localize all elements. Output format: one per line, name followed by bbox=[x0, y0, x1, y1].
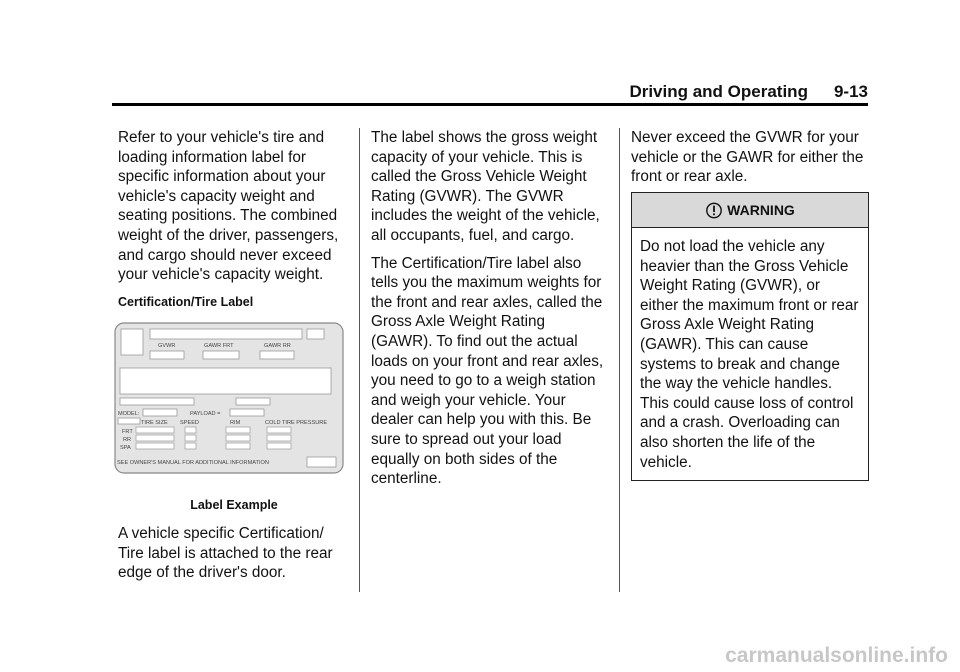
label-spa: SPA bbox=[120, 445, 131, 451]
label-speed: SPEED bbox=[180, 420, 199, 426]
warning-body: Do not load the vehicle any heavier than the Gross Vehicle Weight Rating (GVWR), or either the maximum front or rear Gross Axle Weight Rating (GAWR). This can cause systems to break and change the way the vehicle handles. This could cause loss of control and a crash. Overloading can also shorten the life of the vehicle. bbox=[640, 238, 859, 471]
warning-title: WARNING bbox=[727, 202, 795, 218]
gawr-paragraph: The Certification/Tire label also tells you the maximum weights for the front and rear axles, called the Gross Axle Weight Rating (GAWR). To find out the actual loads on your front and rear axles, you need to go to a weigh station and weigh your vehicle. Your dealer can help you with this. Be sure to spread out your load equally on both sides of the centerline. bbox=[371, 254, 604, 488]
intro-paragraph: Refer to your vehicle's tire and loading information label for specific information about your vehicle's capacity weight and seating positions. The combined weight of the driver, passengers, and cargo should never exceed your vehicle's capacity weight. bbox=[118, 129, 339, 284]
warning-box bbox=[631, 192, 869, 481]
label-model: MODEL: bbox=[118, 411, 140, 417]
label-location-paragraph: A vehicle specific Certification/ Tire label is attached to the rear edge of the driver's door. bbox=[118, 525, 333, 582]
never-exceed-paragraph: Never exceed the GVWR for your vehicle or the GAWR for either the front or rear axle. bbox=[631, 129, 864, 186]
warning-icon bbox=[705, 202, 723, 219]
label-illustration bbox=[114, 322, 344, 474]
warning-header bbox=[632, 193, 868, 228]
figure-caption: Label Example bbox=[190, 498, 278, 512]
label-payload: PAYLOAD = bbox=[190, 411, 221, 417]
header-text bbox=[629, 82, 868, 102]
column-divider-right bbox=[619, 128, 620, 592]
watermark: carmanualsonline.info bbox=[725, 644, 948, 667]
header-rule bbox=[112, 103, 868, 106]
column-1 bbox=[118, 128, 350, 312]
page-header bbox=[112, 78, 868, 106]
gvwr-paragraph: The label shows the gross weight capacity of your vehicle. This is called the Gross Vehicle Weight Rating (GVWR). The GVWR includes the weight of the vehicle, all occupants, fuel, and cargo. bbox=[371, 129, 600, 244]
column-2 bbox=[371, 128, 607, 497]
label-rim: RIM bbox=[230, 420, 241, 426]
column-3 bbox=[631, 128, 869, 195]
label-see-manual: SEE OWNER'S MANUAL FOR ADDITIONAL INFORMATION bbox=[117, 460, 269, 466]
label-cold-tire-pressure: COLD TIRE PRESSURE bbox=[265, 420, 328, 426]
label-gawr-rr: GAWR RR bbox=[264, 343, 291, 349]
header-page-number: 9-13 bbox=[833, 82, 868, 101]
label-rr: RR bbox=[123, 437, 132, 443]
column-divider-left bbox=[359, 128, 360, 592]
label-tire-size: TIRE SIZE bbox=[141, 420, 168, 426]
header-section: Driving and Operating bbox=[629, 82, 808, 101]
label-gawr-frt: GAWR FRT bbox=[204, 343, 234, 349]
label-subheading: Certification/Tire Label bbox=[118, 294, 254, 309]
label-gvwr: GVWR bbox=[158, 343, 176, 349]
label-frt: FRT bbox=[122, 429, 133, 435]
label-figure bbox=[114, 322, 344, 474]
